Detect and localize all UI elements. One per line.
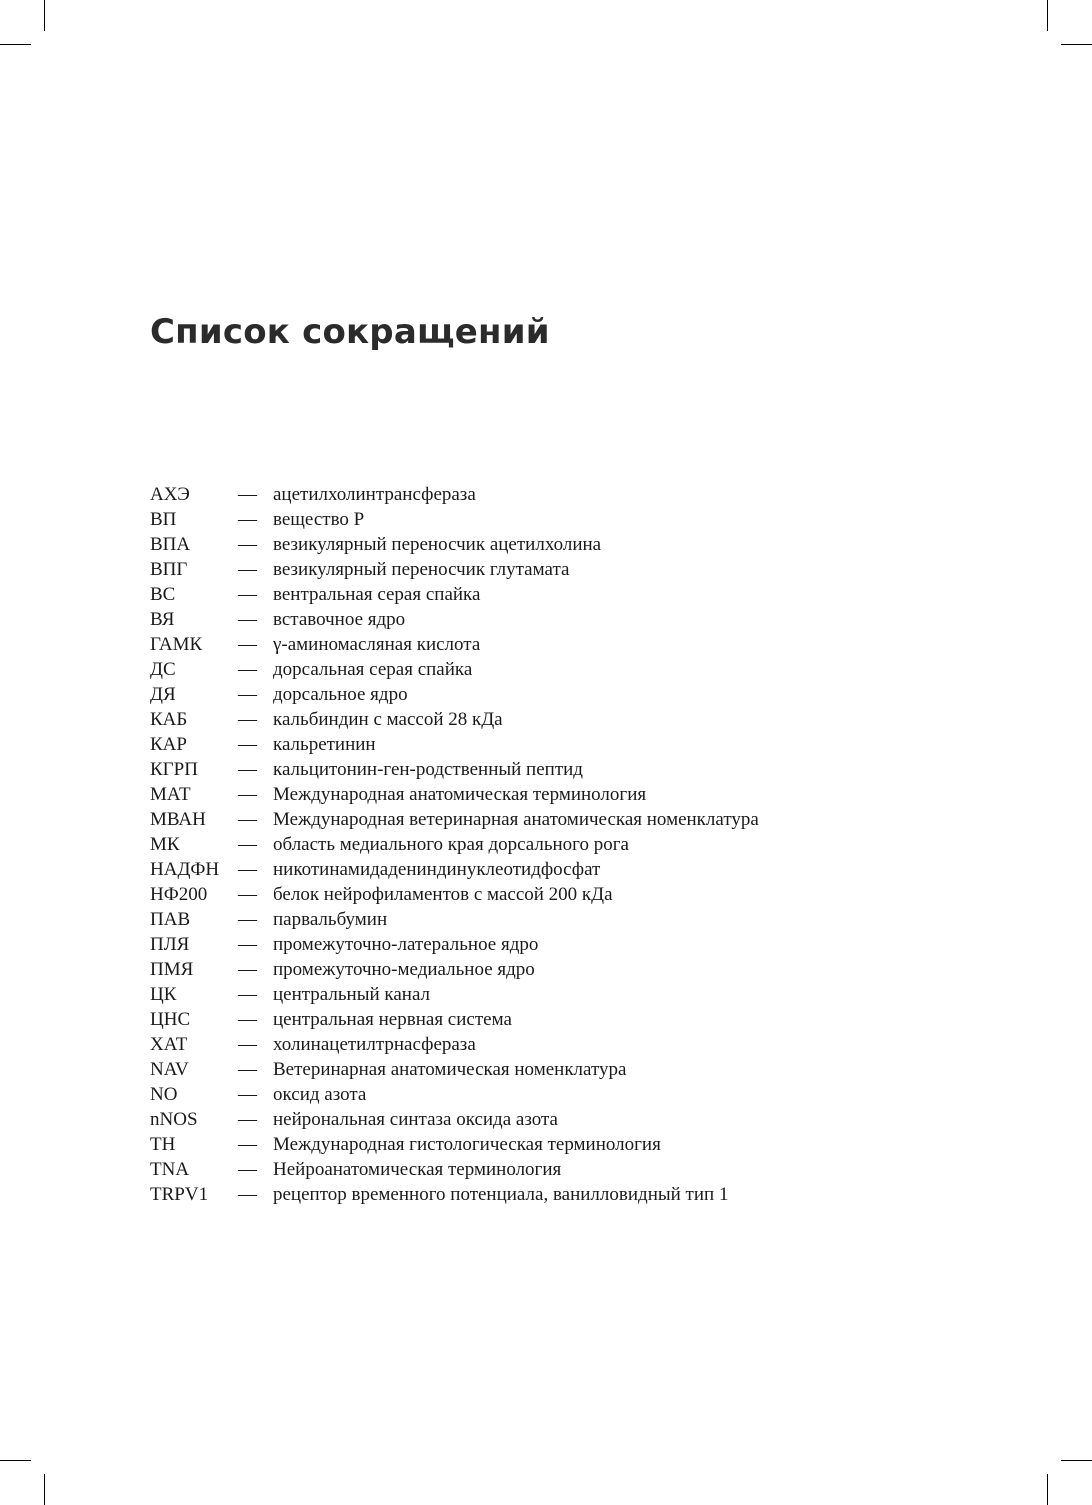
abbreviation-definition: рецептор временного потенциала, ванилловидный тип 1 (273, 1184, 729, 1205)
abbreviation-term: АХЭ (150, 484, 190, 505)
abbreviation-definition: везикулярный переносчик ацетилхолина (273, 534, 602, 555)
abbreviation-term: TRPV1 (150, 1184, 209, 1205)
abbreviation-definition: Ветеринарная анатомическая номенклатура (273, 1059, 627, 1080)
abbreviation-term: nNOS (150, 1109, 198, 1130)
abbreviation-dash: — (238, 534, 257, 555)
abbreviation-term: ПАВ (150, 909, 191, 930)
abbreviation-row (150, 932, 759, 957)
abbreviation-row (150, 707, 759, 732)
abbreviation-row (150, 732, 759, 757)
page-title: Список сокращений (150, 312, 550, 352)
abbreviation-row (150, 1107, 759, 1132)
abbreviation-list (150, 482, 759, 1207)
abbreviation-dash: — (238, 609, 257, 630)
abbreviation-row (150, 632, 759, 657)
abbreviation-dash: — (238, 1159, 257, 1180)
abbreviation-definition: дорсальное ядро (273, 684, 408, 705)
abbreviation-row (150, 1132, 759, 1157)
abbreviation-row (150, 682, 759, 707)
abbreviation-definition: Международная гистологическая терминология (273, 1134, 661, 1155)
abbreviation-row (150, 1057, 759, 1082)
abbreviation-dash: — (238, 1134, 257, 1155)
abbreviation-definition: холинацетилтрнасфераза (273, 1034, 476, 1055)
abbreviation-dash: — (238, 559, 257, 580)
abbreviation-row (150, 532, 759, 557)
abbreviation-row (150, 582, 759, 607)
abbreviation-row (150, 1157, 759, 1182)
abbreviation-term: МВАН (150, 809, 206, 830)
abbreviation-definition: парвальбумин (273, 909, 388, 930)
abbreviation-term: ВПГ (150, 559, 188, 580)
abbreviation-dash: — (238, 584, 257, 605)
abbreviation-dash: — (238, 759, 257, 780)
abbreviation-dash: — (238, 484, 257, 505)
abbreviation-definition: никотинамидадениндинуклеотидфосфат (273, 859, 601, 880)
abbreviation-dash: — (238, 859, 257, 880)
abbreviation-row (150, 807, 759, 832)
abbreviation-definition: вещество Р (273, 509, 365, 530)
abbreviation-definition: Международная анатомическая терминология (273, 784, 647, 805)
abbreviation-definition: оксид азота (273, 1084, 367, 1105)
abbreviation-definition: ацетилхолинтрансфераза (273, 484, 476, 505)
abbreviation-row (150, 1032, 759, 1057)
abbreviation-dash: — (238, 1009, 257, 1030)
abbreviation-dash: — (238, 1059, 257, 1080)
abbreviation-dash: — (238, 809, 257, 830)
abbreviation-row (150, 957, 759, 982)
abbreviation-definition: вставочное ядро (273, 609, 406, 630)
abbreviation-row (150, 757, 759, 782)
abbreviation-dash: — (238, 709, 257, 730)
crop-mark-bottom-left-horizontal (0, 1460, 31, 1461)
abbreviation-dash: — (238, 684, 257, 705)
abbreviation-term: ВС (150, 584, 176, 605)
abbreviation-term: TNA (150, 1159, 190, 1180)
abbreviation-dash: — (238, 509, 257, 530)
abbreviation-row (150, 857, 759, 882)
abbreviation-definition: вентральная серая спайка (273, 584, 481, 605)
abbreviation-row (150, 782, 759, 807)
crop-mark-bottom-right-vertical (1047, 1474, 1048, 1505)
abbreviation-dash: — (238, 884, 257, 905)
abbreviation-definition: кальретинин (273, 734, 376, 755)
abbreviation-term: НАДФН (150, 859, 220, 880)
abbreviation-term: КАБ (150, 709, 188, 730)
abbreviation-row (150, 882, 759, 907)
abbreviation-dash: — (238, 634, 257, 655)
abbreviation-definition: дорсальная серая спайка (273, 659, 473, 680)
abbreviation-row (150, 657, 759, 682)
abbreviation-term: ЦНС (150, 1009, 191, 1030)
abbreviation-row (150, 1082, 759, 1107)
abbreviation-definition: область медиального края дорсального рога (273, 834, 629, 855)
abbreviation-term: ХАТ (150, 1034, 188, 1055)
crop-mark-top-right-vertical (1047, 0, 1048, 31)
abbreviation-term: КАР (150, 734, 187, 755)
abbreviation-definition: кальбиндин с массой 28 кДа (273, 709, 503, 730)
abbreviation-row (150, 1007, 759, 1032)
abbreviation-dash: — (238, 934, 257, 955)
abbreviation-definition: центральная нервная система (273, 1009, 512, 1030)
abbreviation-term: ВЯ (150, 609, 175, 630)
abbreviation-definition: Нейроанатомическая терминология (273, 1159, 562, 1180)
abbreviation-dash: — (238, 984, 257, 1005)
abbreviation-term: ЦК (150, 984, 177, 1005)
abbreviation-term: ГАМК (150, 634, 203, 655)
abbreviation-definition: γ-аминомасляная кислота (273, 634, 481, 655)
abbreviation-definition: белок нейрофиламентов с массой 200 кДа (273, 884, 613, 905)
abbreviation-dash: — (238, 1034, 257, 1055)
abbreviation-term: ВП (150, 509, 177, 530)
abbreviation-term: ДС (150, 659, 176, 680)
abbreviation-definition: промежуточно-латеральное ядро (273, 934, 539, 955)
crop-mark-bottom-right-horizontal (1061, 1460, 1092, 1461)
abbreviation-dash: — (238, 959, 257, 980)
abbreviation-term: ВПА (150, 534, 191, 555)
crop-mark-top-left-vertical (44, 0, 45, 31)
abbreviation-row (150, 982, 759, 1007)
abbreviation-definition: везикулярный переносчик глутамата (273, 559, 570, 580)
abbreviation-dash: — (238, 784, 257, 805)
abbreviation-dash: — (238, 659, 257, 680)
abbreviation-row (150, 557, 759, 582)
abbreviation-definition: промежуточно-медиальное ядро (273, 959, 535, 980)
abbreviation-definition: центральный канал (273, 984, 431, 1005)
abbreviation-term: NAV (150, 1059, 189, 1080)
abbreviation-term: ПМЯ (150, 959, 194, 980)
crop-mark-top-right-horizontal (1061, 44, 1092, 45)
abbreviation-row (150, 607, 759, 632)
abbreviation-term: МАТ (150, 784, 191, 805)
crop-mark-top-left-horizontal (0, 44, 31, 45)
abbreviation-definition: Международная ветеринарная анатомическая номенклатура (273, 809, 759, 830)
abbreviation-row (150, 907, 759, 932)
abbreviation-dash: — (238, 1109, 257, 1130)
abbreviation-term: КГРП (150, 759, 198, 780)
abbreviation-term: МК (150, 834, 180, 855)
abbreviation-row (150, 832, 759, 857)
abbreviation-dash: — (238, 834, 257, 855)
abbreviation-term: ДЯ (150, 684, 176, 705)
abbreviation-row (150, 1182, 759, 1207)
crop-mark-bottom-left-vertical (44, 1474, 45, 1505)
abbreviation-row (150, 482, 759, 507)
abbreviation-dash: — (238, 1184, 257, 1205)
abbreviation-definition: кальцитонин-ген-родственный пептид (273, 759, 583, 780)
abbreviation-term: TH (150, 1134, 176, 1155)
abbreviation-definition: нейрональная синтаза оксида азота (273, 1109, 558, 1130)
abbreviation-row (150, 507, 759, 532)
abbreviation-dash: — (238, 1084, 257, 1105)
abbreviation-dash: — (238, 909, 257, 930)
abbreviation-term: ПЛЯ (150, 934, 190, 955)
abbreviation-term: НФ200 (150, 884, 208, 905)
abbreviation-dash: — (238, 734, 257, 755)
abbreviation-term: NO (150, 1084, 178, 1105)
